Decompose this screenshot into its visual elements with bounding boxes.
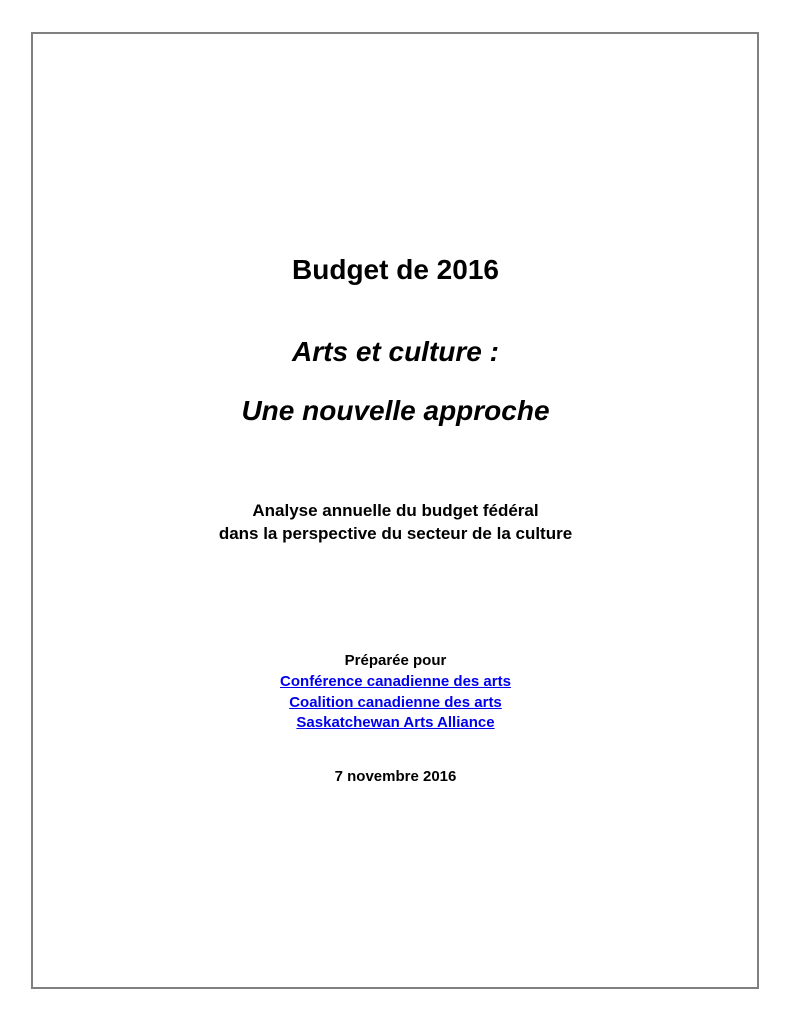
link-coalition-canadienne-des-arts[interactable]: Coalition canadienne des arts bbox=[289, 693, 502, 711]
analysis-line-2: dans la perspective du secteur de la culture bbox=[218, 524, 573, 543]
document-subtitle-line-1: Arts et culture : bbox=[292, 336, 499, 367]
link-conference-canadienne-des-arts[interactable]: Conférence canadienne des arts bbox=[280, 673, 511, 690]
organization-links bbox=[0, 672, 791, 734]
link-saskatchewan-arts-alliance[interactable]: Saskatchewan Arts Alliance bbox=[296, 714, 495, 731]
document-date: 7 novembre 2016 bbox=[334, 768, 457, 785]
prepared-for-label: Préparée pour bbox=[344, 652, 447, 669]
analysis-description bbox=[0, 499, 791, 545]
document-title: Budget de 2016 bbox=[292, 254, 499, 285]
analysis-line-1: Analyse annuelle du budget fédéral bbox=[252, 501, 539, 520]
document-subtitle-line-2: Une nouvelle approche bbox=[241, 395, 550, 426]
